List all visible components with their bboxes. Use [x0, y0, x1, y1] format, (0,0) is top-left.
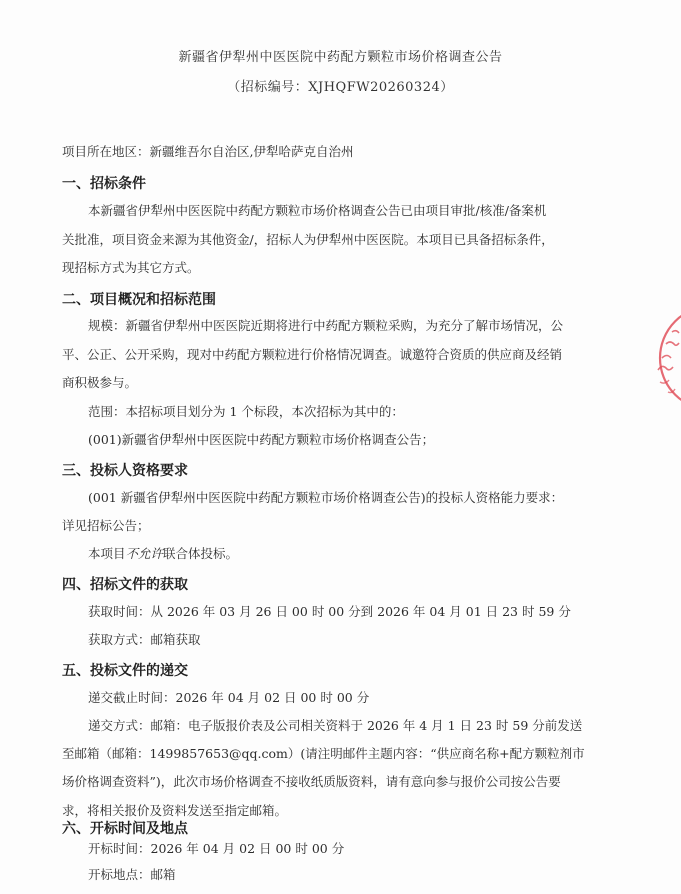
- scope-statement: 范围：本招标项目划分为 1 个标段，本次招标为其中的：: [88, 404, 404, 419]
- consortium-text-c: 联合体投标。: [163, 546, 239, 561]
- section-heading-1: 一、招标条件: [62, 176, 146, 192]
- section-3-paragraph-line: (001 新疆省伊犁州中医医院中药配方颗粒市场价格调查公告)的投标人资格能力要求：: [88, 490, 564, 505]
- section-1-paragraph-line: 本新疆省伊犁州中医医院中药配方颗粒市场价格调查公告已由项目审批/核准/备案机: [88, 203, 547, 218]
- consortium-not-allowed: 不允许: [125, 546, 164, 561]
- section-heading-6: 六、开标时间及地点: [62, 821, 188, 837]
- section-heading-4: 四、招标文件的获取: [62, 577, 188, 593]
- section-heading-2: 二、项目概况和招标范围: [62, 292, 216, 308]
- submission-method-line: 递交方式：邮箱：电子版报价表及公司相关资料于 2026 年 4 月 1 日 23 时 59 分前发送: [88, 718, 583, 733]
- section-2-paragraph-line: 平、公正、公开采购，现对中药配方颗粒进行价格情况调查。诚邀符合资质的供应商及经销: [62, 347, 563, 362]
- official-seal-stamp: [640, 300, 681, 410]
- section-1-paragraph-line: 现招标方式为其它方式。: [62, 260, 200, 275]
- lot-item: (001)新疆省伊犁州中医医院中药配方颗粒市场价格调查公告；: [88, 432, 435, 447]
- consortium-statement: [88, 546, 238, 562]
- opening-time: 开标时间：2026 年 04 月 02 日 00 时 00 分: [88, 841, 345, 856]
- document-title: 新疆省伊犁州中医医院中药配方颗粒市场价格调查公告: [178, 50, 503, 65]
- bid-number: （招标编号：XJHQFW20260324）: [227, 80, 454, 95]
- submission-method-line: 求，将相关报价及资料发送至指定邮箱。: [62, 803, 288, 818]
- section-2-paragraph-line: 规模：新疆省伊犁州中医医院近期将进行中药配方颗粒采购，为充分了解市场情况，公: [88, 318, 564, 333]
- section-1-paragraph-line: 关批准，项目资金来源为其他资金/，招标人为伊犁州中医医院。本项目已具备招标条件，: [62, 232, 554, 247]
- section-heading-3: 三、投标人资格要求: [62, 463, 188, 479]
- consortium-text-a: 本项目: [88, 546, 126, 561]
- acquisition-time: 获取时间：从 2026 年 03 月 26 日 00 时 00 分到 2026 年 04 月 01 日 23 时 59 分: [88, 604, 571, 619]
- submission-deadline: 递交截止时间：2026 年 04 月 02 日 00 时 00 分: [88, 690, 370, 705]
- submission-method-line: 场价格调查资料”)，此次市场价格调查不接收纸质版资料，请有意向参与报价公司按公告要: [62, 774, 561, 789]
- submission-method-line: 至邮箱（邮箱：1499857653@qq.com）(请注明邮件主题内容：“供应商名称+配方颗粒剂市: [62, 746, 585, 761]
- acquisition-method: 获取方式：邮箱获取: [88, 632, 201, 647]
- opening-location: 开标地点：邮箱: [88, 867, 176, 882]
- section-heading-5: 五、投标文件的递交: [62, 663, 188, 679]
- project-region: 项目所在地区：新疆维吾尔自治区,伊犁哈萨克自治州: [62, 144, 354, 159]
- section-3-paragraph-line: 详见招标公告；: [62, 518, 150, 533]
- section-2-paragraph-line: 商积极参与。: [62, 375, 138, 390]
